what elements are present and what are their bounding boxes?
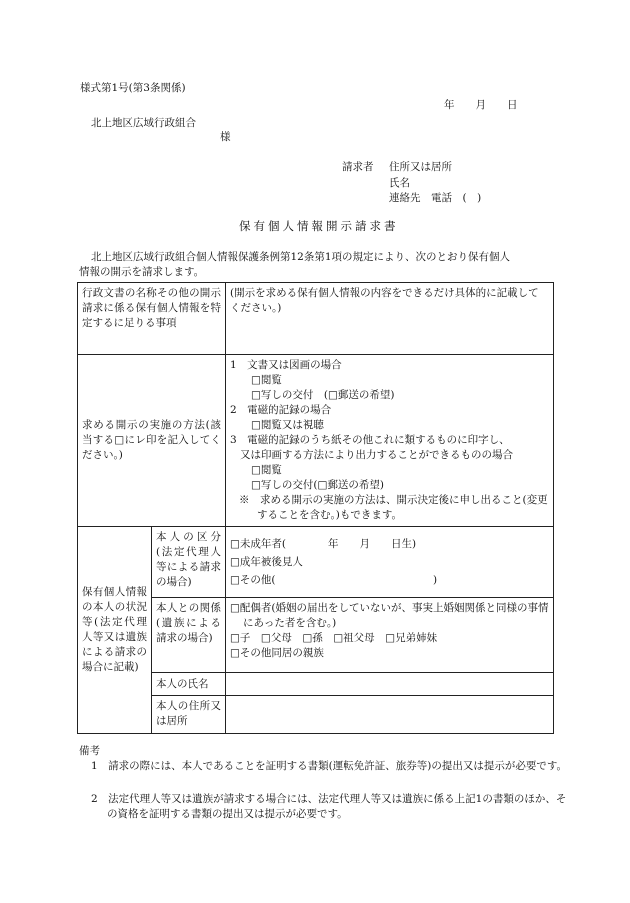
person-name-label-cell [152, 673, 226, 696]
request-form-table [77, 282, 554, 734]
status-label: 保有個人情報の本人の状況等(法定代理人等又は遺族による請求の場合に記載) [82, 586, 147, 673]
method-row [78, 355, 554, 527]
category-options-cell [226, 527, 554, 598]
document-name-note: (開示を求める保有個人情報の内容をできるだけ具体的に記載してください。) [230, 287, 539, 314]
status-label-cell [78, 527, 152, 734]
relation-checkbox-other[interactable]: □その他同居の親族 [230, 647, 324, 659]
relation-label: 本人との関係(遺族による請求の場合) [156, 602, 221, 644]
form-number: 様式第1号(第3条関係) [80, 82, 186, 94]
person-address-label: 本人の住所又は居所 [156, 700, 221, 727]
method-item-doc: 1 文書又は図画の場合 [230, 359, 342, 371]
person-name-label: 本人の氏名 [156, 677, 209, 690]
remark-item-1: 1 請求の際には、本人であることを証明する書類(運転免許証、旅券等)の提出又は提示が必要です。 [91, 760, 568, 772]
relation-label-cell [152, 598, 226, 673]
requester-label: 請求者 [342, 161, 374, 173]
person-name-input-cell[interactable] [226, 673, 554, 696]
method-options-cell [226, 355, 554, 527]
date-line: 年 月 日 [444, 99, 518, 111]
addressee: 北上地区広域行政組合 [91, 117, 196, 129]
document-name-row [78, 283, 554, 355]
method-item-print-2: 又は印画する方法により出力することができるものの場合 [240, 449, 513, 461]
intro-line-2: 情報の開示を請求します。 [79, 266, 205, 278]
category-checkbox-other[interactable]: □その他( ) [230, 574, 438, 586]
relation-checkbox-spouse[interactable]: □配偶者(婚姻の届出をしていないが、事実上婚姻関係と同様の事情にあった者を含む。) [230, 602, 549, 629]
document-name-label-cell [78, 283, 226, 355]
method-label-cell [78, 355, 226, 527]
intro-line-1: 北上地区広域行政組合個人情報保護条例第12条第1項の規定により、次のとおり保有個人 [91, 251, 511, 263]
method-checkbox-view[interactable]: □閲覧 [251, 374, 282, 386]
method-checkbox-copy[interactable]: □写しの交付 (□郵送の希望) [251, 389, 395, 401]
remark-item-2: 2 法定代理人等又は遺族が請求する場合には、法定代理人等又は遺族に係る上記1の書類のほか、その資格を証明する書類の提出又は提示が必要です。 [91, 793, 567, 820]
category-label-cell [152, 527, 226, 598]
person-address-label-cell [152, 696, 226, 734]
document-name-input-cell[interactable] [226, 283, 554, 355]
method-checkbox-print-copy[interactable]: □写しの交付(□郵送の希望) [251, 479, 385, 491]
requester-contact-label: 連絡先 電話 ( ) [389, 192, 482, 204]
method-checkbox-print-view[interactable]: □閲覧 [251, 464, 282, 476]
method-item-print-1: 3 電磁的記録のうち紙その他これに類するものに印字し、 [230, 434, 510, 446]
method-item-electronic: 2 電磁的記録の場合 [230, 404, 332, 416]
relation-checkbox-family[interactable]: □子 □父母 □孫 □祖父母 □兄弟姉妹 [230, 632, 438, 644]
page-title: 保有個人情報開示請求書 [239, 219, 399, 233]
relation-options-cell [226, 598, 554, 673]
remarks-heading: 備考 [79, 745, 100, 757]
requester-address-label: 住所又は居所 [389, 161, 452, 173]
category-checkbox-ward[interactable]: □成年被後見人 [230, 556, 303, 568]
status-category-row [78, 527, 554, 598]
category-label: 本人の区分(法定代理人等による請求の場合) [156, 531, 221, 588]
person-address-input-cell[interactable] [226, 696, 554, 734]
addressee-honorific: 様 [220, 131, 231, 143]
requester-name-label: 氏名 [389, 177, 410, 189]
category-checkbox-minor[interactable]: □未成年者( 年 月 日生) [230, 538, 417, 550]
document-name-label: 行政文書の名称その他の開示請求に係る保有個人情報を特定するに足りる事項 [82, 287, 221, 329]
method-checkbox-view-listen[interactable]: □閲覧又は視聴 [251, 419, 324, 431]
method-note: ※ 求める開示の実施の方法は、開示決定後に申し出ること(変更することを含む。)もできます。 [239, 494, 548, 521]
method-label: 求める開示の実施の方法(該当する□にレ印を記入してください。) [82, 419, 221, 461]
